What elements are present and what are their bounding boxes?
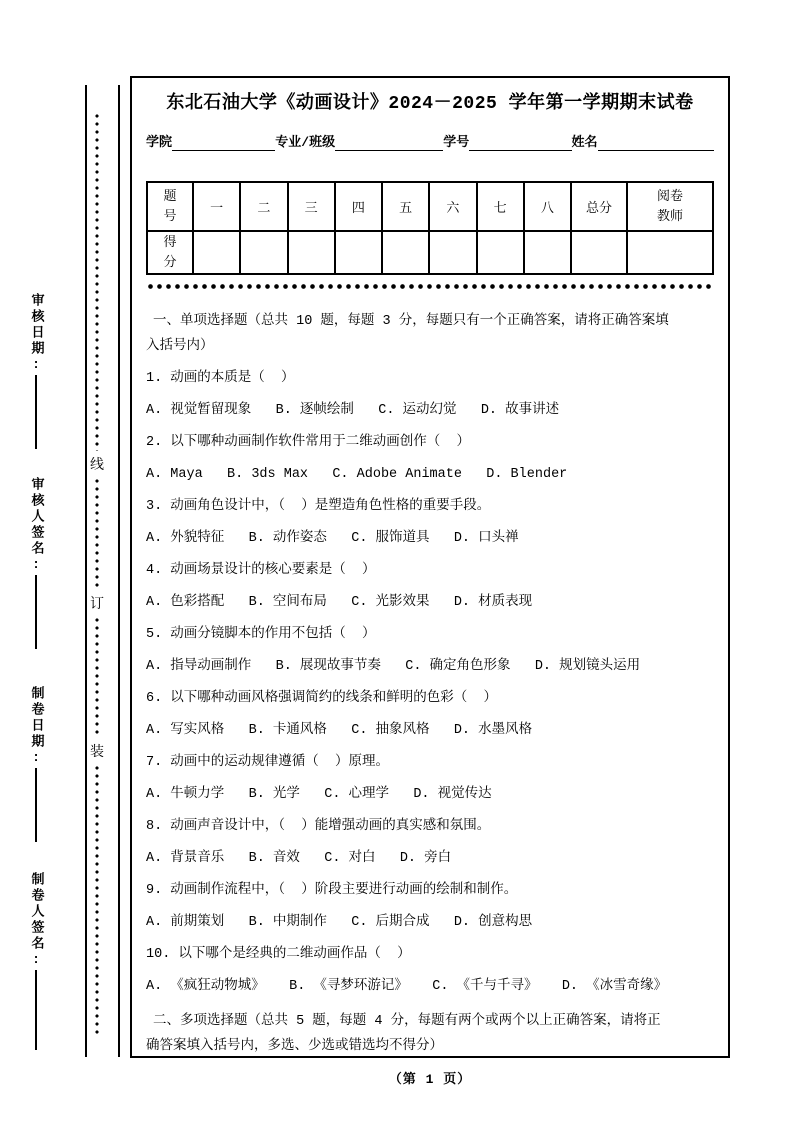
col-header: 七 [477,182,524,231]
college-label: 学院 [146,135,173,150]
col-header: 一 [193,182,240,231]
question-10-options: A. 《疯狂动物城》 B. 《寻梦环游记》 C. 《千与千寻》 D. 《冰雪奇缘》 [146,979,668,994]
score-cell [382,231,429,274]
margin-label-text: 审核人签名: [28,477,44,575]
grader-header: 阅卷教师 [656,189,683,224]
question-9-stem: 9. 动画制作流程中，（ ）阶段主要进行动画的绘制和制作。 [146,883,518,898]
section1-heading-line1: 一、单项选择题（总共 10 题，每题 3 分，每题只有一个正确答案，请将正确答案填 [153,314,669,329]
dotted-separator [146,284,714,289]
score-cell [240,231,287,274]
section1-heading-line2: 入括号内） [146,339,214,354]
total-score-cell [571,231,627,274]
question-1-stem: 1. 动画的本质是（ ） [146,371,295,386]
binding-dots [95,477,99,590]
question-7-stem: 7. 动画中的运动规律遵循（ ）原理。 [146,755,390,770]
col-header: 三 [288,182,335,231]
col-header: 二 [240,182,287,231]
page-number: （第 1 页） [388,1072,472,1087]
col-header: 六 [429,182,476,231]
margin-label-papermaker-signature [26,872,46,1050]
margin-label-papermaking-date [26,686,46,842]
score-table-header-row [147,182,713,231]
score-row-header: 得分 [163,235,177,270]
margin-label-review-date [26,293,46,449]
name-label: 姓名 [571,135,598,150]
seal-strip-left-rule [85,85,87,1057]
margin-label-reviewer-signature [26,477,46,649]
fill-in-line [35,768,37,842]
col-header: 八 [524,182,571,231]
question-9-options: A. 前期策划 B. 中期制作 C. 后期合成 D. 创意构思 [146,915,533,930]
binding-line [89,112,105,1037]
major-class-field [275,131,443,151]
binding-char-1: 订 [90,596,104,613]
question-5-stem: 5. 动画分镜脚本的作用不包括（ ） [146,627,376,642]
binding-dots [95,616,99,738]
student-info-row [146,131,714,151]
question-7-options: A. 牛顿力学 B. 光学 C. 心理学 D. 视觉传达 [146,787,492,802]
margin-label-text: 审核日期: [28,293,44,375]
col-header: 五 [382,182,429,231]
question-4-options: A. 色彩搭配 B. 空间布局 C. 光影效果 D. 材质表现 [146,595,533,610]
grader-header-cell [627,182,713,231]
question-number-header: 题号 [163,189,177,224]
score-cell [429,231,476,274]
question-number-header-cell [147,182,193,231]
section1-questions [146,363,714,1003]
binding-dots [95,112,99,451]
score-cell [288,231,335,274]
major-class-label: 专业/班级 [275,135,336,150]
grader-cell [627,231,713,274]
question-3-stem: 3. 动画角色设计中，（ ）是塑造角色性格的重要手段。 [146,499,491,514]
question-2-options: A. Maya B. 3ds Max C. Adobe Animate D. Blender [146,467,568,482]
question-10-stem: 10. 以下哪个是经典的二维动画作品（ ） [146,947,411,962]
question-3-options: A. 外貌特征 B. 动作姿态 C. 服饰道具 D. 口头禅 [146,531,519,546]
binding-dots [95,764,99,1037]
question-6-options: A. 写实风格 B. 卡通风格 C. 抽象风格 D. 水墨风格 [146,723,533,738]
fill-in-line [35,970,37,1050]
question-5-options: A. 指导动画制作 B. 展现故事节奏 C. 确定角色形象 D. 规划镜头运用 [146,659,641,674]
binding-char-0: 线 [90,457,104,474]
score-cell [335,231,382,274]
question-8-stem: 8. 动画声音设计中，（ ）能增强动画的真实感和氛围。 [146,819,491,834]
section2-heading-line1: 二、多项选择题（总共 5 题，每题 4 分，每题有两个或两个以上正确答案，请将正 [153,1014,661,1029]
margin-label-text: 制卷人签名: [28,872,44,970]
paper-title: 东北石油大学《动画设计》2024－2025 学年第一学期期末试卷 [166,94,694,114]
name-field [572,131,715,151]
score-table-score-row [147,231,713,274]
score-cell [193,231,240,274]
college-field [146,131,275,151]
student-id-blank-line [469,134,571,151]
exam-paper-sheet [130,76,730,1058]
student-id-label: 学号 [443,135,470,150]
fill-in-line [35,575,37,649]
binding-char-2: 装 [90,745,104,762]
score-row-header-cell [147,231,193,274]
question-2-stem: 2. 以下哪种动画制作软件常用于二维动画创作（ ） [146,435,471,450]
seal-strip-right-rule [118,85,120,1057]
student-id-field [443,131,571,151]
score-cell [477,231,524,274]
major-class-blank-line [335,134,443,151]
name-blank-line [598,134,715,151]
section2-heading-line2: 确答案填入括号内，多选、少选或错选均不得分） [146,1039,443,1054]
col-header: 四 [335,182,382,231]
fill-in-line [35,375,37,449]
total-score-header: 总分 [571,182,627,231]
question-6-stem: 6. 以下哪种动画风格强调简约的线条和鲜明的色彩（ ） [146,691,498,706]
margin-label-text: 制卷日期: [28,686,44,768]
question-1-options: A. 视觉暂留现象 B. 逐帧绘制 C. 运动幻觉 D. 故事讲述 [146,403,560,418]
score-cell [524,231,571,274]
question-4-stem: 4. 动画场景设计的核心要素是（ ） [146,563,376,578]
college-blank-line [172,134,275,151]
score-table [146,181,714,275]
question-8-options: A. 背景音乐 B. 音效 C. 对白 D. 旁白 [146,851,452,866]
